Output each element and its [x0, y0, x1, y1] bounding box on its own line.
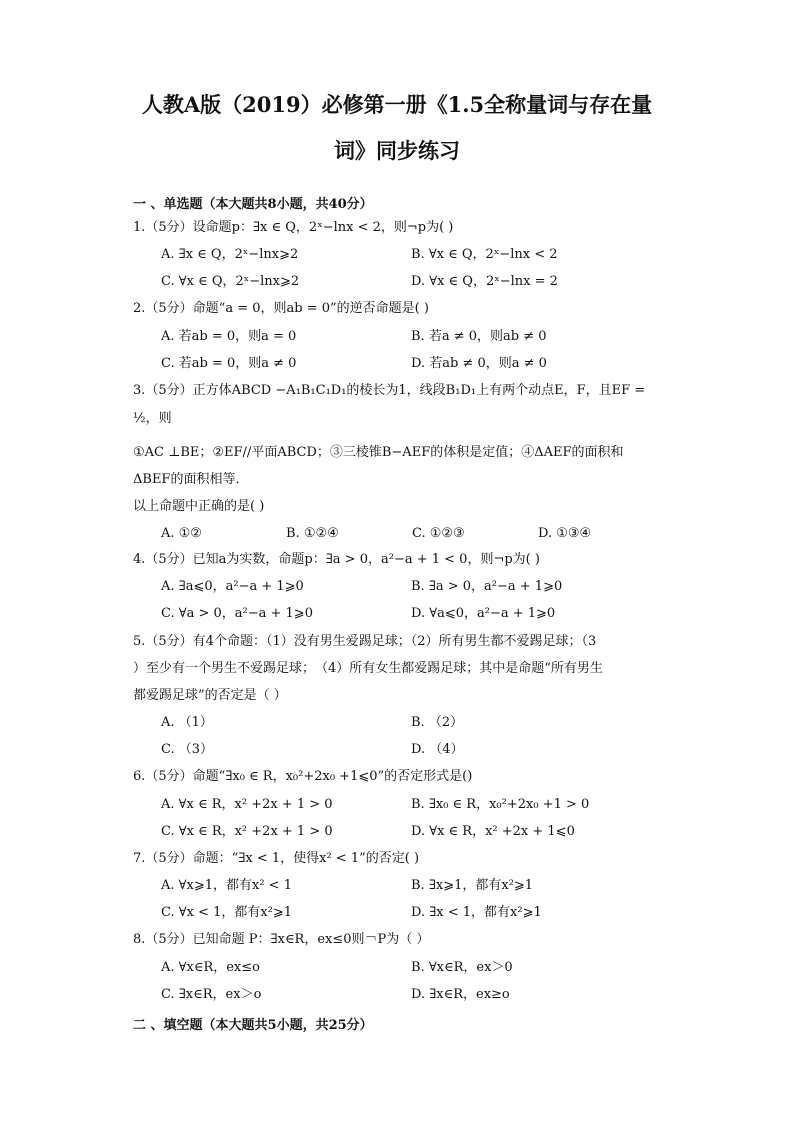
question-2-option-c: C. 若ab = 0，则a ≠ 0: [161, 356, 297, 371]
document-title: [60, 82, 734, 174]
question-5-option-b: B. （2）: [411, 715, 464, 730]
question-2-option-d: D. 若ab ≠ 0，则a ≠ 0: [411, 356, 547, 371]
question-6-option-a: A. ∀x ∈ R，x² +2x + 1 > 0: [161, 797, 333, 812]
question-5-stem-line-1: 5.（5分）有4个命题：（1）没有男生爱踢足球；（2）所有男生都不爱踢足球；（3: [133, 634, 597, 649]
question-5-stem-line-3: 都爱踢足球”的否定是（ ）: [133, 688, 287, 703]
question-3-option-b: B. ①②④: [286, 526, 339, 541]
title-line-2: 词》同步练习: [334, 138, 460, 163]
question-1-option-c: C. ∀x ∈ Q，2ˣ−lnx⩾2: [161, 274, 300, 289]
question-2-option-a: A. 若ab = 0，则a = 0: [161, 329, 297, 344]
question-3-stem-line-4: ΔBEF的面积相等．: [133, 472, 249, 487]
question-2-option-b: B. 若a ≠ 0，则ab ≠ 0: [411, 329, 547, 344]
question-4-stem: 4.（5分）已知a为实数，命题p：∃a > 0，a²−a + 1 < 0，则¬p为( ): [133, 552, 540, 567]
question-3-stem-line-2: ½，则: [133, 411, 172, 426]
question-8-option-c: C. ∃x∈R，ex＞o: [161, 987, 262, 1002]
question-3-option-a: A. ①②: [161, 526, 202, 541]
question-1-option-d: D. ∀x ∈ Q，2ˣ−lnx = 2: [411, 274, 558, 289]
question-6-option-b: B. ∃x₀ ∈ R，x₀²+2x₀ +1 > 0: [411, 797, 590, 812]
question-5-option-d: D. （4）: [411, 742, 464, 757]
question-1-stem: 1.（5分）设命题p：∃x ∈ Q，2ˣ−lnx < 2，则¬p为( ): [133, 220, 454, 235]
question-3-stem-line-1: 3.（5分）正方体ABCD −A₁B₁C₁D₁的棱长为1，线段B₁D₁上有两个动点E，F，且EF =: [133, 383, 646, 398]
question-8-stem: 8.（5分）已知命题 P：∃x∈R，ex≤0则￢P为（ ）: [133, 932, 430, 947]
question-3-stem-line-5: 以上命题中正确的是( ): [133, 499, 265, 514]
question-4-option-a: A. ∃a⩽0，a²−a + 1⩾0: [161, 579, 304, 594]
question-3-option-d: D. ①③④: [538, 526, 592, 541]
question-4-option-d: D. ∀a⩽0，a²−a + 1⩾0: [411, 606, 556, 621]
question-3-stem-line-3: ①AC ⊥BE；②EF//平面ABCD；③三棱锥B−AEF的体积是定值；④ΔAEF的面积和: [133, 445, 624, 460]
question-4-option-c: C. ∀a > 0，a²−a + 1⩾0: [161, 606, 313, 621]
question-8-option-d: D. ∃x∈R，ex≥o: [411, 987, 510, 1002]
question-7-option-b: B. ∃x⩾1，都有x²⩾1: [411, 878, 534, 893]
question-1-option-b: B. ∀x ∈ Q，2ˣ−lnx < 2: [411, 247, 558, 262]
title-line-1: 人教A版（2019）必修第一册《1.5全称量词与存在量: [141, 92, 653, 117]
question-7-option-c: C. ∀x < 1，都有x²⩾1: [161, 905, 293, 920]
question-1-option-a: A. ∃x ∈ Q，2ˣ−lnx⩾2: [161, 247, 299, 262]
question-7-option-d: D. ∃x < 1，都有x²⩾1: [411, 905, 542, 920]
question-2-stem: 2.（5分）命题“a = 0，则ab = 0”的逆否命题是( ): [133, 301, 429, 316]
section-heading-fill-in: 二 、填空题（本大题共5小题，共25分）: [133, 1018, 373, 1033]
question-7-stem: 7.（5分）命题：“∃x < 1，使得x² < 1”的否定( ): [133, 851, 420, 866]
question-6-stem: 6.（5分）命题“∃x₀ ∈ R，x₀²+2x₀ +1⩽0”的否定形式是(): [133, 769, 473, 784]
question-4-option-b: B. ∃a > 0，a²−a + 1⩾0: [411, 579, 563, 594]
question-5-option-c: C. （3）: [161, 742, 214, 757]
question-7-option-a: A. ∀x⩾1，都有x² < 1: [161, 878, 292, 893]
question-6-option-c: C. ∀x ∈ R，x² +2x + 1 > 0: [161, 824, 333, 839]
question-5-stem-line-2: ）至少有一个男生不爱踢足球； （4）所有女生都爱踢足球；其中是命题“所有男生: [133, 661, 603, 676]
question-3-option-c: C. ①②③: [412, 526, 465, 541]
question-6-option-d: D. ∀x ∈ R，x² +2x + 1⩽0: [411, 824, 575, 839]
section-heading-single-choice: 一 、单选题（本大题共8小题，共40分）: [133, 197, 373, 212]
question-8-option-a: A. ∀x∈R，ex≤o: [161, 960, 260, 975]
question-5-option-a: A. （1）: [161, 715, 213, 730]
question-8-option-b: B. ∀x∈R，ex＞0: [411, 960, 513, 975]
